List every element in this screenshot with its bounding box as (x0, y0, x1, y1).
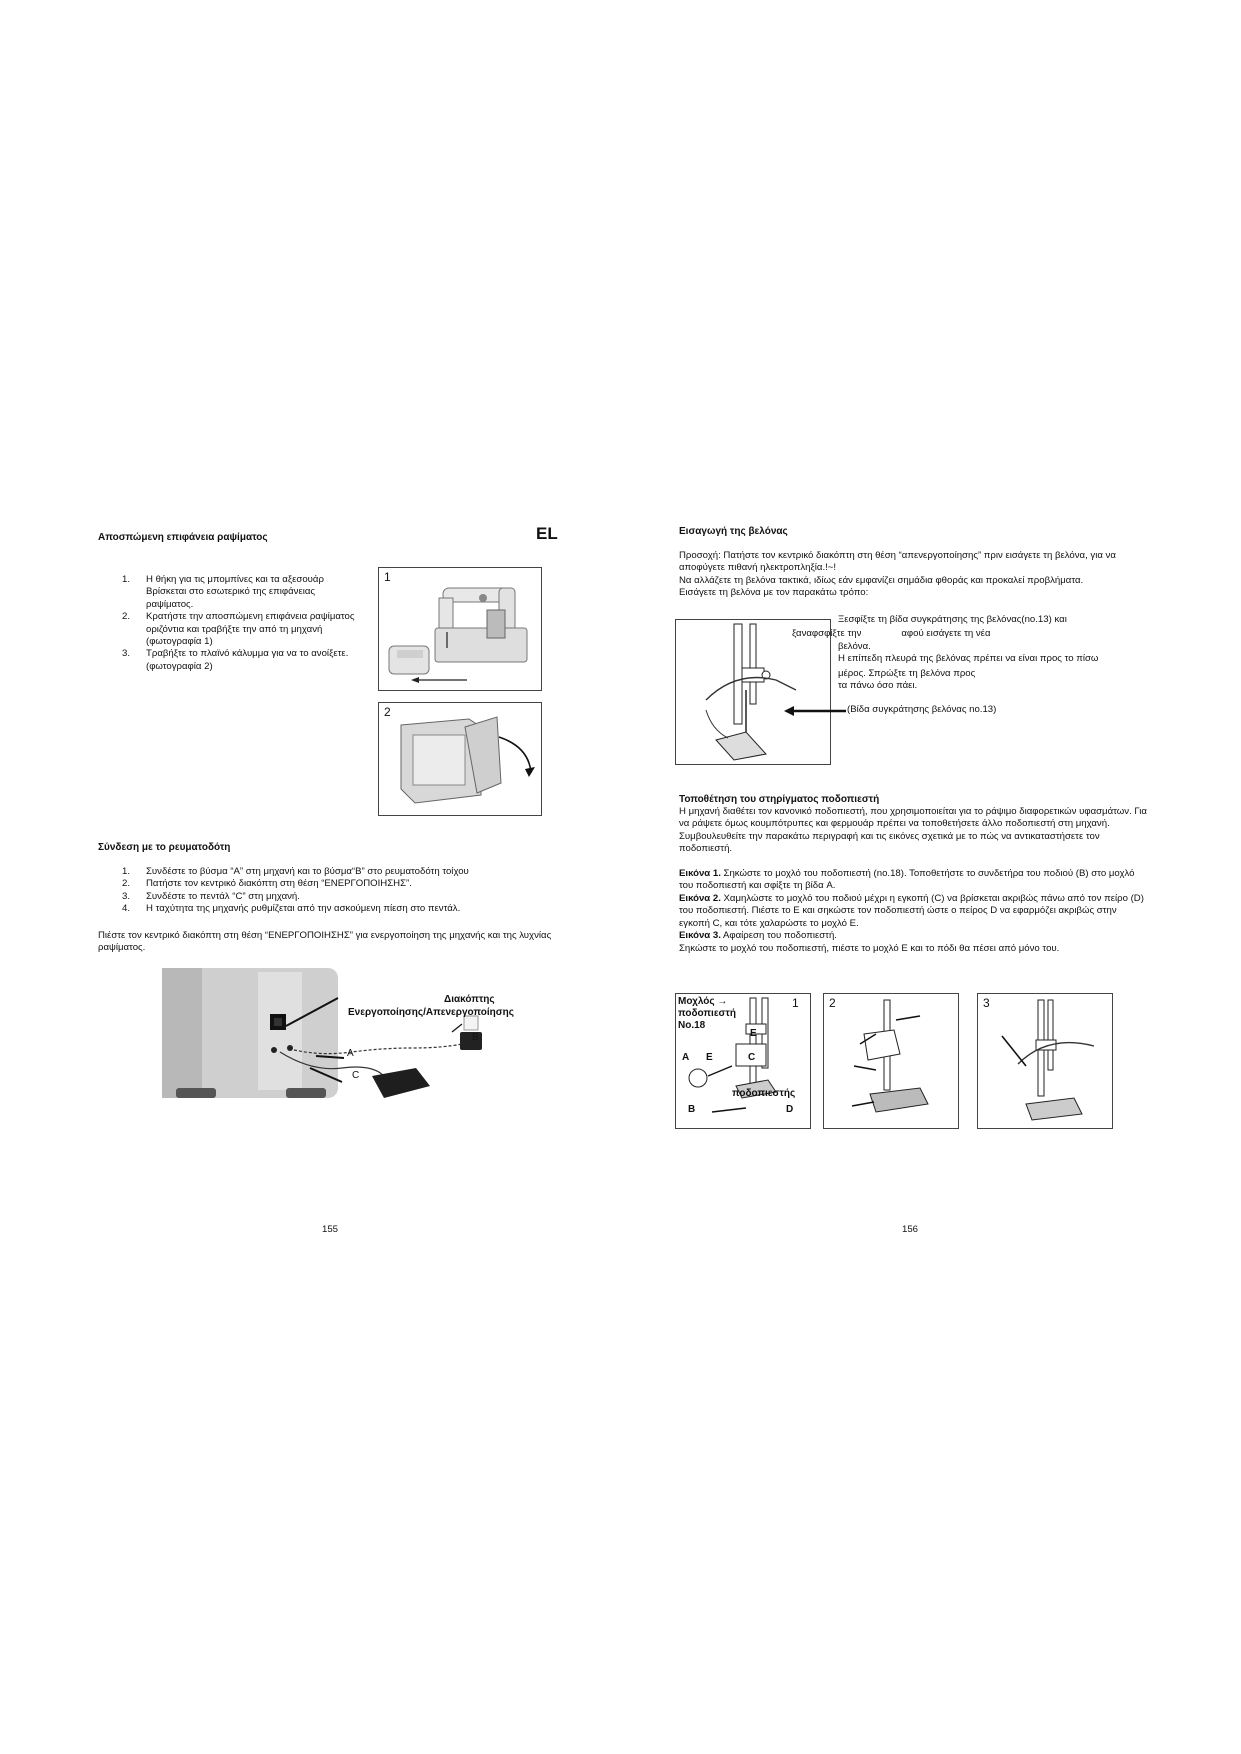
needle-screw-callout: (Βίδα συγκράτησης βελόνας no.13) (847, 704, 997, 715)
section-title-needle-insertion: Εισαγωγή της βελόνας (679, 526, 788, 537)
needle-replace-paragraph: Να αλλάζετε τη βελόνα τακτικά, ιδίως εάν εμφανίζει σημάδια φθοράς και προκαλεί προβλήματα. (679, 575, 1084, 586)
figure-number: 1 (384, 570, 391, 584)
switch-label-line1: Διακόπτης (444, 994, 495, 1005)
diagram1-label-b: B (688, 1104, 696, 1115)
power-connection-photo (162, 968, 546, 1128)
list-item: 3. Τραβήξτε το πλαϊνό κάλυμμα για να το ανοίξετε. (φωτογραφία 2) (122, 648, 349, 672)
section-title-detachable-surface: Αποσπώμενη επιφάνεια ραψίματος (98, 532, 268, 543)
presser-foot-fig1-text: Εικόνα 1. Σηκώστε το μοχλό του ποδοπιεστή (no.18). Τοποθετήστε το συνδετήρα του ποδιού (B) στο μοχλό του ποδοπιεστή και σφίξτε τη βίδα A. (679, 868, 1135, 892)
page-number-left: 155 (322, 1224, 339, 1235)
presser-foot-fig3-text: Εικόνα 3. Αφαίρεση του ποδοπιεστή. (679, 930, 837, 941)
plug-a-label: A (347, 1048, 354, 1059)
presser-foot-remove-illustration (978, 994, 1112, 1128)
list-item: 1. Συνδέστε το βύσμα “A” στη μηχανή και το βύσμα“B” στο ρευματοδότη τοίχου (122, 866, 469, 877)
presser-foot-fig2-text: Εικόνα 2. Χαμηλώστε το μοχλό του ποδιού μέχρι η εγκοπή (C) να βρίσκεται ακριβώς πάνω από τον πείρο (D) του ποδοπιεστή. Πιέστε το E και σηκώστε τον ποδοπιεστή ώστε ο πείρος D να εφαρμόζει ακριβώς στην εγκοπή C, και τότε χαλαρώστε το μοχλό E. (679, 893, 1144, 929)
presser-foot-fig3-more: Σηκώστε το μοχλό του ποδοπιεστή, πιέστε το μοχλό E και το πόδι θα πέσει από μόνο του. (679, 943, 1060, 954)
needle-step-text-2: ξαναφσφίξτε την αφού εισάγετε τη νέα (792, 628, 991, 639)
sewing-machine-illustration (379, 568, 541, 690)
lever-label-line3: No.18 (678, 1020, 706, 1031)
figure-number: 2 (384, 705, 391, 719)
detachable-surface-steps (122, 574, 362, 673)
needle-instructions-intro: Εισάγετε τη βελόνα με τον παρακάτω τρόπο: (679, 587, 869, 598)
list-item: 2. Κρατήστε την αποσπώμενη επιφάνεια ραψίματος οριζόντια και τραβήξτε την από τη μηχανή (φωτογραφία 1) (122, 611, 355, 648)
presser-foot-diagram-1 (675, 993, 811, 1129)
diagram1-label-e: E (706, 1052, 713, 1063)
needle-clamp-illustration (676, 620, 830, 764)
figure-number: 3 (983, 996, 990, 1010)
power-switch-paragraph: Πιέστε τον κεντρικό διακόπτη στη θέση “ΕΝΕΡΓΟΠΟΙΗΣΗΣ” για ενεργοποίηση της μηχανής και της λυχνίας ραψίματος. (98, 930, 552, 954)
lever-label-line1: Μοχλός → (678, 996, 728, 1007)
list-item: 3. Συνδέστε το πεντάλ “C” στη μηχανή. (122, 890, 300, 902)
presser-foot-intro: Η μηχανή διαθέτει τον κανονικό ποδοπιεστή, που χρησιμοποιείται για το ράψιμο διαφορετικών υφασμάτων. Για να ράψετε όμως κουμπότρυπες και φερμουάρ πρέπει να τοποθετήσετε άλλο ποδοπιεστή στη μηχανή. Συμβουλευθείτε την παρακάτω περιγραφή και τις εικόνες σχετικά με το πώς να αντικαταστήσετε τον ποδοπιεστή. (679, 806, 1147, 855)
photo-1-machine (378, 567, 542, 691)
side-cover-illustration (379, 703, 541, 815)
needle-step-text-4: Η επίπεδη πλευρά της βελόνας πρέπει να είναι προς το πίσω (838, 653, 1099, 664)
presser-foot-diagram-3 (977, 993, 1113, 1129)
diagram1-label-c: C (748, 1052, 756, 1063)
pedal-c-label: C (352, 1070, 360, 1081)
diagram1-label-d: D (786, 1104, 794, 1115)
power-connection-steps (122, 866, 562, 916)
power-connection-illustration (162, 968, 546, 1128)
language-tag: EL (536, 524, 558, 543)
figure-number: 2 (829, 996, 836, 1010)
needle-insertion-figure (675, 619, 831, 765)
needle-step-text-6: τα πάνω όσο πάει. (838, 680, 918, 691)
page-number-right: 156 (902, 1224, 919, 1235)
photo-2-side-cover (378, 702, 542, 816)
diagram1-label-a: A (682, 1052, 690, 1063)
list-item: 4. Η ταχύτητα της μηχανής ρυθμίζεται από την ασκούμενη πίεση στο πεντάλ. (122, 903, 461, 915)
needle-step-text-1: Ξεσφίξτε τη βίδα συγκράτησης της βελόνας(no.13) και (838, 614, 1067, 625)
presser-foot-lower-illustration (824, 994, 958, 1128)
plug-b-label: B (472, 1032, 479, 1043)
arrow-icon (784, 704, 848, 718)
list-item: 1. Η θήκη για τις μπομπίνες και τα αξεσουάρ Βρίσκεται στο εσωτερικό της επιφάνειας ραψίματος. (122, 574, 324, 610)
section-title-power-connection: Σύνδεση με το ρευματοδότη (98, 842, 231, 853)
needle-step-text-3: βελόνα. (838, 641, 871, 652)
presser-foot-diagram-2 (823, 993, 959, 1129)
needle-warning-paragraph: Προσοχή: Πατήστε τον κεντρικό διακόπτη στη θέση “απενεργοποίησης” πριν εισάγετε τη βελόνα, για να αποφύγετε πιθανή ηλεκτροπληξία.!~! (679, 550, 1116, 574)
section-title-presser-foot: Τοποθέτηση του στηρίγματος ποδοπιεστή (679, 794, 880, 805)
diagram1-label-e-top: E (750, 1028, 757, 1039)
figure-number: 1 (792, 996, 799, 1010)
needle-step-text-5: μέρος. Σπρώξτε τη βελόνα προς (838, 668, 976, 679)
list-item: 2. Πατήστε τον κεντρικό διακόπτη στη θέση “ΕΝΕΡΓΟΠΟΙΗΣΗΣ”. (122, 878, 412, 890)
switch-label-line2: Ενεργοποίησης/Απενεργοποίησης (348, 1007, 514, 1018)
lever-label-line2: ποδοπιεστή (678, 1008, 736, 1019)
diagram1-label-presser-foot: ποδοπιεστής (732, 1088, 796, 1099)
